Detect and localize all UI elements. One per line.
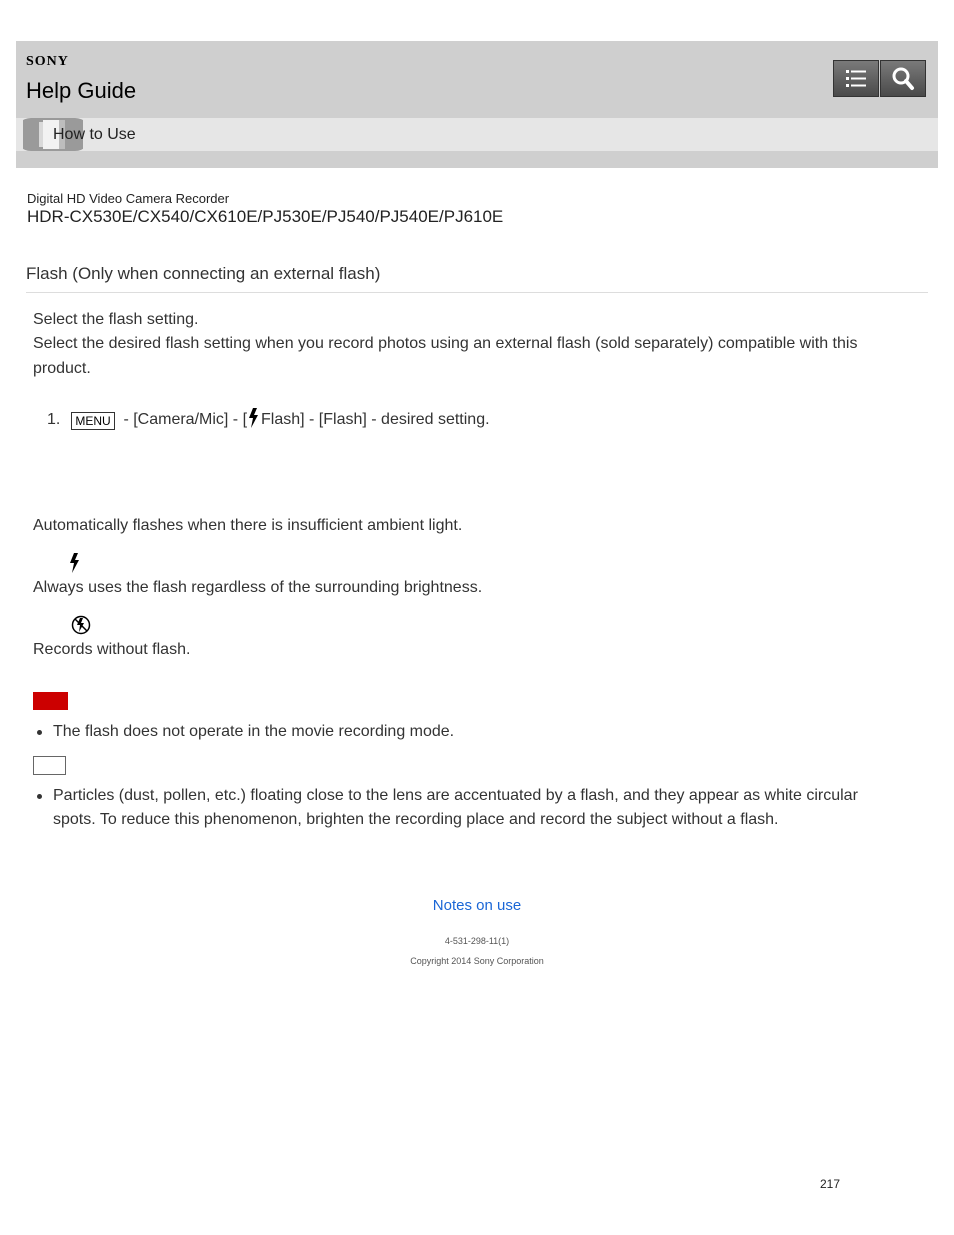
breadcrumb-how-to-use[interactable]: How to Use [53,126,136,143]
flash-on-icon [68,553,82,573]
toc-button[interactable] [833,60,879,97]
breadcrumb-bar [16,118,938,151]
copyright: Copyright 2014 Sony Corporation [410,956,544,966]
note-item [53,720,913,744]
help-guide-title[interactable]: Help Guide [26,78,137,103]
hint-item [53,784,898,832]
menu-button-label: MENU [71,412,115,430]
search-button[interactable] [880,60,926,97]
flash-off-icon [71,615,91,635]
notes-on-use-link[interactable]: Notes on use [432,897,522,914]
product-models: HDR-CX530E/CX540/CX610E/PJ530E/PJ540/PJ540E/PJ610E [27,207,504,226]
setting-auto-description: Automatically flashes when there is insufficient ambient light. [33,517,463,534]
hint-text: Particles (dust, pollen, etc.) floating close to the lens are accentuated by a flash, and they appear as white circular spots. To reduce this phenomenon, brighten the recording place and record the subject without a flash. [53,787,858,828]
header-bar [16,41,938,168]
step-text-end: Flash] - [Flash] - desired setting. [261,411,490,428]
flash-on-icon [247,408,261,428]
product-type: Digital HD Video Camera Recorder [27,191,230,206]
note-text: The flash does not operate in the movie recording mode. [53,723,455,740]
heading-divider [26,292,928,293]
page-title: Flash (Only when connecting an external flash) [26,264,381,283]
bullet-icon [37,794,42,799]
list-icon [834,61,878,96]
step-text-start: - [Camera/Mic] - [ [119,411,248,428]
search-icon [881,61,925,96]
bullet-icon [37,730,42,735]
page-number: 217 [820,1177,841,1191]
hint-badge [33,756,66,775]
menu-step [47,408,490,430]
note-badge [33,692,68,710]
sony-logo: SONY [26,54,69,69]
intro-description: Select the desired flash setting when you record photos using an external flash (sold separately) compatible with this product. [33,335,858,377]
intro-summary: Select the flash setting. [33,311,199,328]
step-number: 1. [47,411,61,428]
document-code: 4-531-298-11(1) [444,936,510,946]
setting-flash-on-description: Always uses the flash regardless of the surrounding brightness. [33,579,483,596]
setting-flash-off-description: Records without flash. [33,641,191,658]
